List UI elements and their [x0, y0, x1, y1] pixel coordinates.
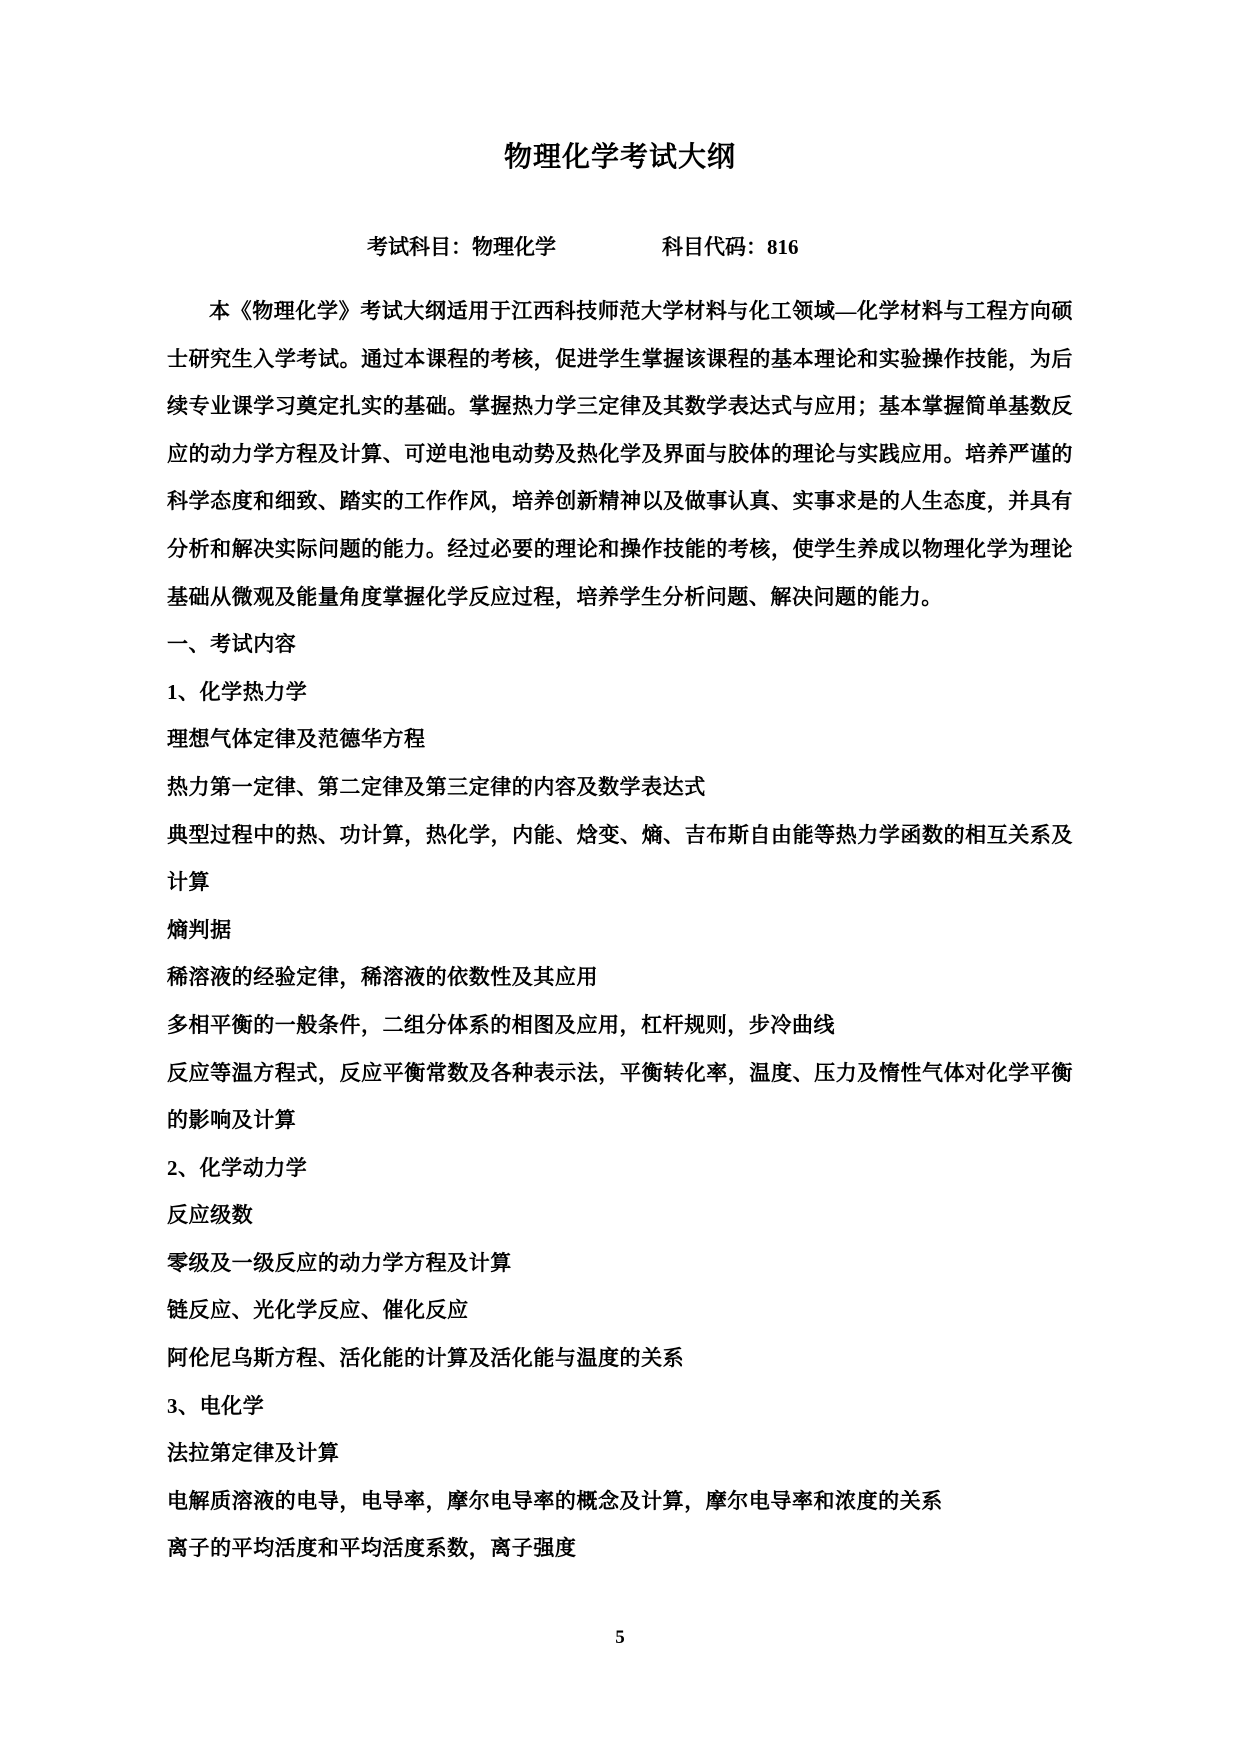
content-line: 2、化学动力学 — [167, 1155, 308, 1180]
content-line: 稀溶液的经验定律，稀溶液的依数性及其应用 — [167, 965, 598, 990]
page-number: 5 — [615, 1627, 625, 1648]
content-line: 阿伦尼乌斯方程、活化能的计算及活化能与温度的关系 — [167, 1346, 685, 1371]
subject-code-label: 科目代码：816 — [662, 235, 799, 259]
content-line: 反应级数 — [167, 1203, 254, 1228]
content-line: 1、化学热力学 — [167, 679, 308, 704]
content-line: 3、电化学 — [167, 1393, 265, 1418]
content-line: 离子的平均活度和平均活度系数，离子强度 — [167, 1536, 577, 1561]
content-line: 熵判据 — [167, 917, 232, 942]
content-line: 反应等温方程式，反应平衡常数及各种表示法，平衡转化率，温度、压力及惰性气体对化学平衡的影响及计算 — [167, 1060, 1073, 1133]
content-line: 理想气体定律及范德华方程 — [167, 727, 426, 752]
content-line: 热力第一定律、第二定律及第三定律的内容及数学表达式 — [167, 774, 706, 799]
content-line: 一、考试内容 — [167, 632, 297, 657]
content-lines — [167, 621, 1073, 1573]
content-line: 法拉第定律及计算 — [167, 1441, 340, 1466]
content-line: 电解质溶液的电导，电导率，摩尔电导率的概念及计算，摩尔电导率和浓度的关系 — [167, 1488, 943, 1513]
intro-paragraph: 本《物理化学》考试大纲适用于江西科技师范大学材料与化工领域—化学材料与工程方向硕士研究生入学考试。通过本课程的考核，促进学生掌握该课程的基本理论和实验操作技能，为后续专业课学习奠定扎实的基础。掌握热力学三定律及其数学表达式与应用；基本掌握简单基数反应的动力学方程及计算、可逆电池电动势及热化学及界面与胶体的理论与实践应用。培养严谨的科学态度和细致、踏实的工作作风，培养创新精神以及做事认真、实事求是的人生态度，并具有分析和解决实际问题的能力。经过必要的理论和操作技能的考核，使学生养成以物理化学为理论基础从微观及能量角度掌握化学反应过程，培养学生分析问题、解决问题的能力。 — [167, 299, 1073, 609]
subject-meta-row — [367, 232, 1073, 262]
content-line: 多相平衡的一般条件，二组分体系的相图及应用，杠杆规则，步冷曲线 — [167, 1012, 836, 1037]
page-title: 物理化学考试大纲 — [503, 142, 736, 173]
exam-subject-label: 考试科目：物理化学 — [367, 235, 556, 259]
content-line: 链反应、光化学反应、催化反应 — [167, 1298, 469, 1323]
document-body — [167, 288, 1073, 1573]
content-line: 典型过程中的热、功计算，热化学，内能、焓变、熵、吉布斯自由能等热力学函数的相互关系及计算 — [167, 822, 1073, 895]
content-line: 零级及一级反应的动力学方程及计算 — [167, 1250, 512, 1275]
